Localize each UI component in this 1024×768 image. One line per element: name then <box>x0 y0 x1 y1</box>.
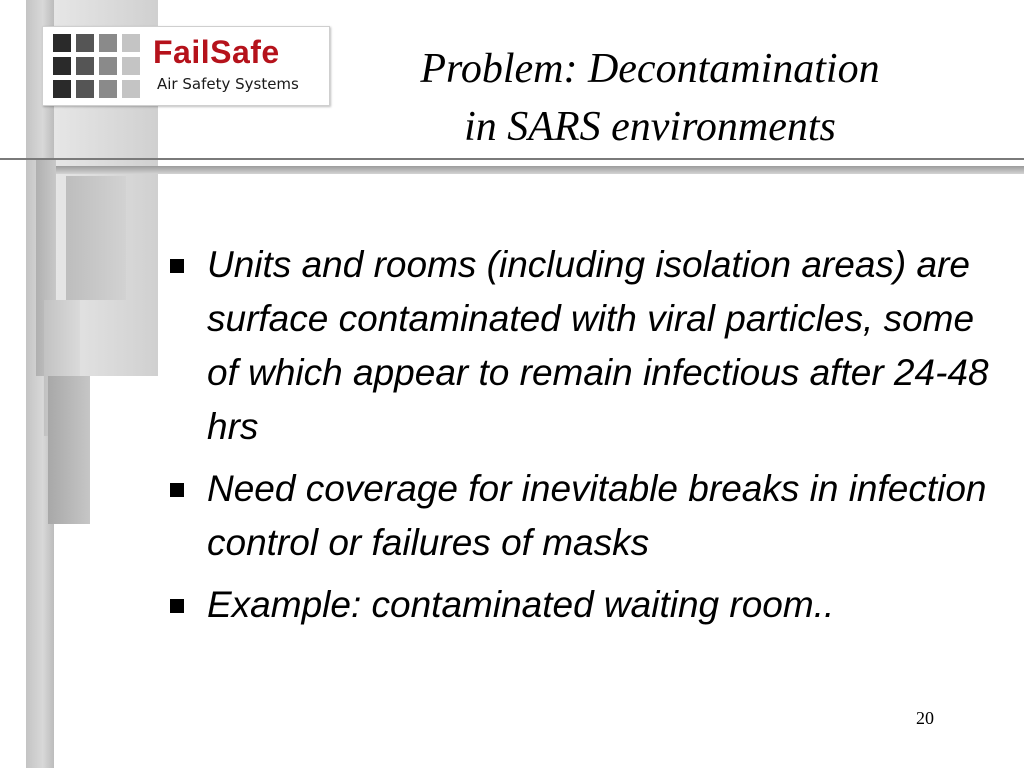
logo-grid-square <box>53 34 71 52</box>
logo-grid-square <box>53 57 71 75</box>
logo-grid-square <box>99 80 117 98</box>
logo-grid-square <box>53 80 71 98</box>
bullet-item <box>170 578 1000 632</box>
logo-grid-square <box>122 57 140 75</box>
slide-title-line-2: in SARS environments <box>464 104 836 150</box>
title-divider-shadow <box>56 166 1024 174</box>
bullet-list <box>170 238 1000 640</box>
bullet-item <box>170 462 1000 570</box>
slide-title <box>340 40 960 156</box>
logo-grid-square <box>76 34 94 52</box>
decorative-bar <box>48 376 90 524</box>
square-bullet-icon <box>170 483 184 497</box>
bullet-text: Need coverage for inevitable breaks in infection control or failures of masks <box>207 468 987 563</box>
logo-grid-square <box>76 57 94 75</box>
page-number: 20 <box>916 708 934 728</box>
logo-grid-square <box>122 34 140 52</box>
logo-grid-square <box>76 80 94 98</box>
logo-grid-square <box>122 80 140 98</box>
square-bullet-icon <box>170 599 184 613</box>
logo-grid-icon <box>53 34 140 98</box>
decorative-bar <box>66 176 126 300</box>
company-logo <box>42 26 330 106</box>
title-divider <box>0 158 1024 160</box>
logo-name: FailSafe <box>153 34 280 70</box>
bullet-text: Units and rooms (including isolation areas) are surface contaminated with viral particles, some of which appear to remain infectious after 24-48 hrs <box>207 244 989 447</box>
square-bullet-icon <box>170 259 184 273</box>
slide-title-line-1: Problem: Decontamination <box>420 46 880 92</box>
logo-grid-square <box>99 57 117 75</box>
logo-grid-square <box>99 34 117 52</box>
logo-tagline: Air Safety Systems <box>157 75 299 93</box>
bullet-text: Example: contaminated waiting room.. <box>207 584 835 625</box>
bullet-item <box>170 238 1000 454</box>
